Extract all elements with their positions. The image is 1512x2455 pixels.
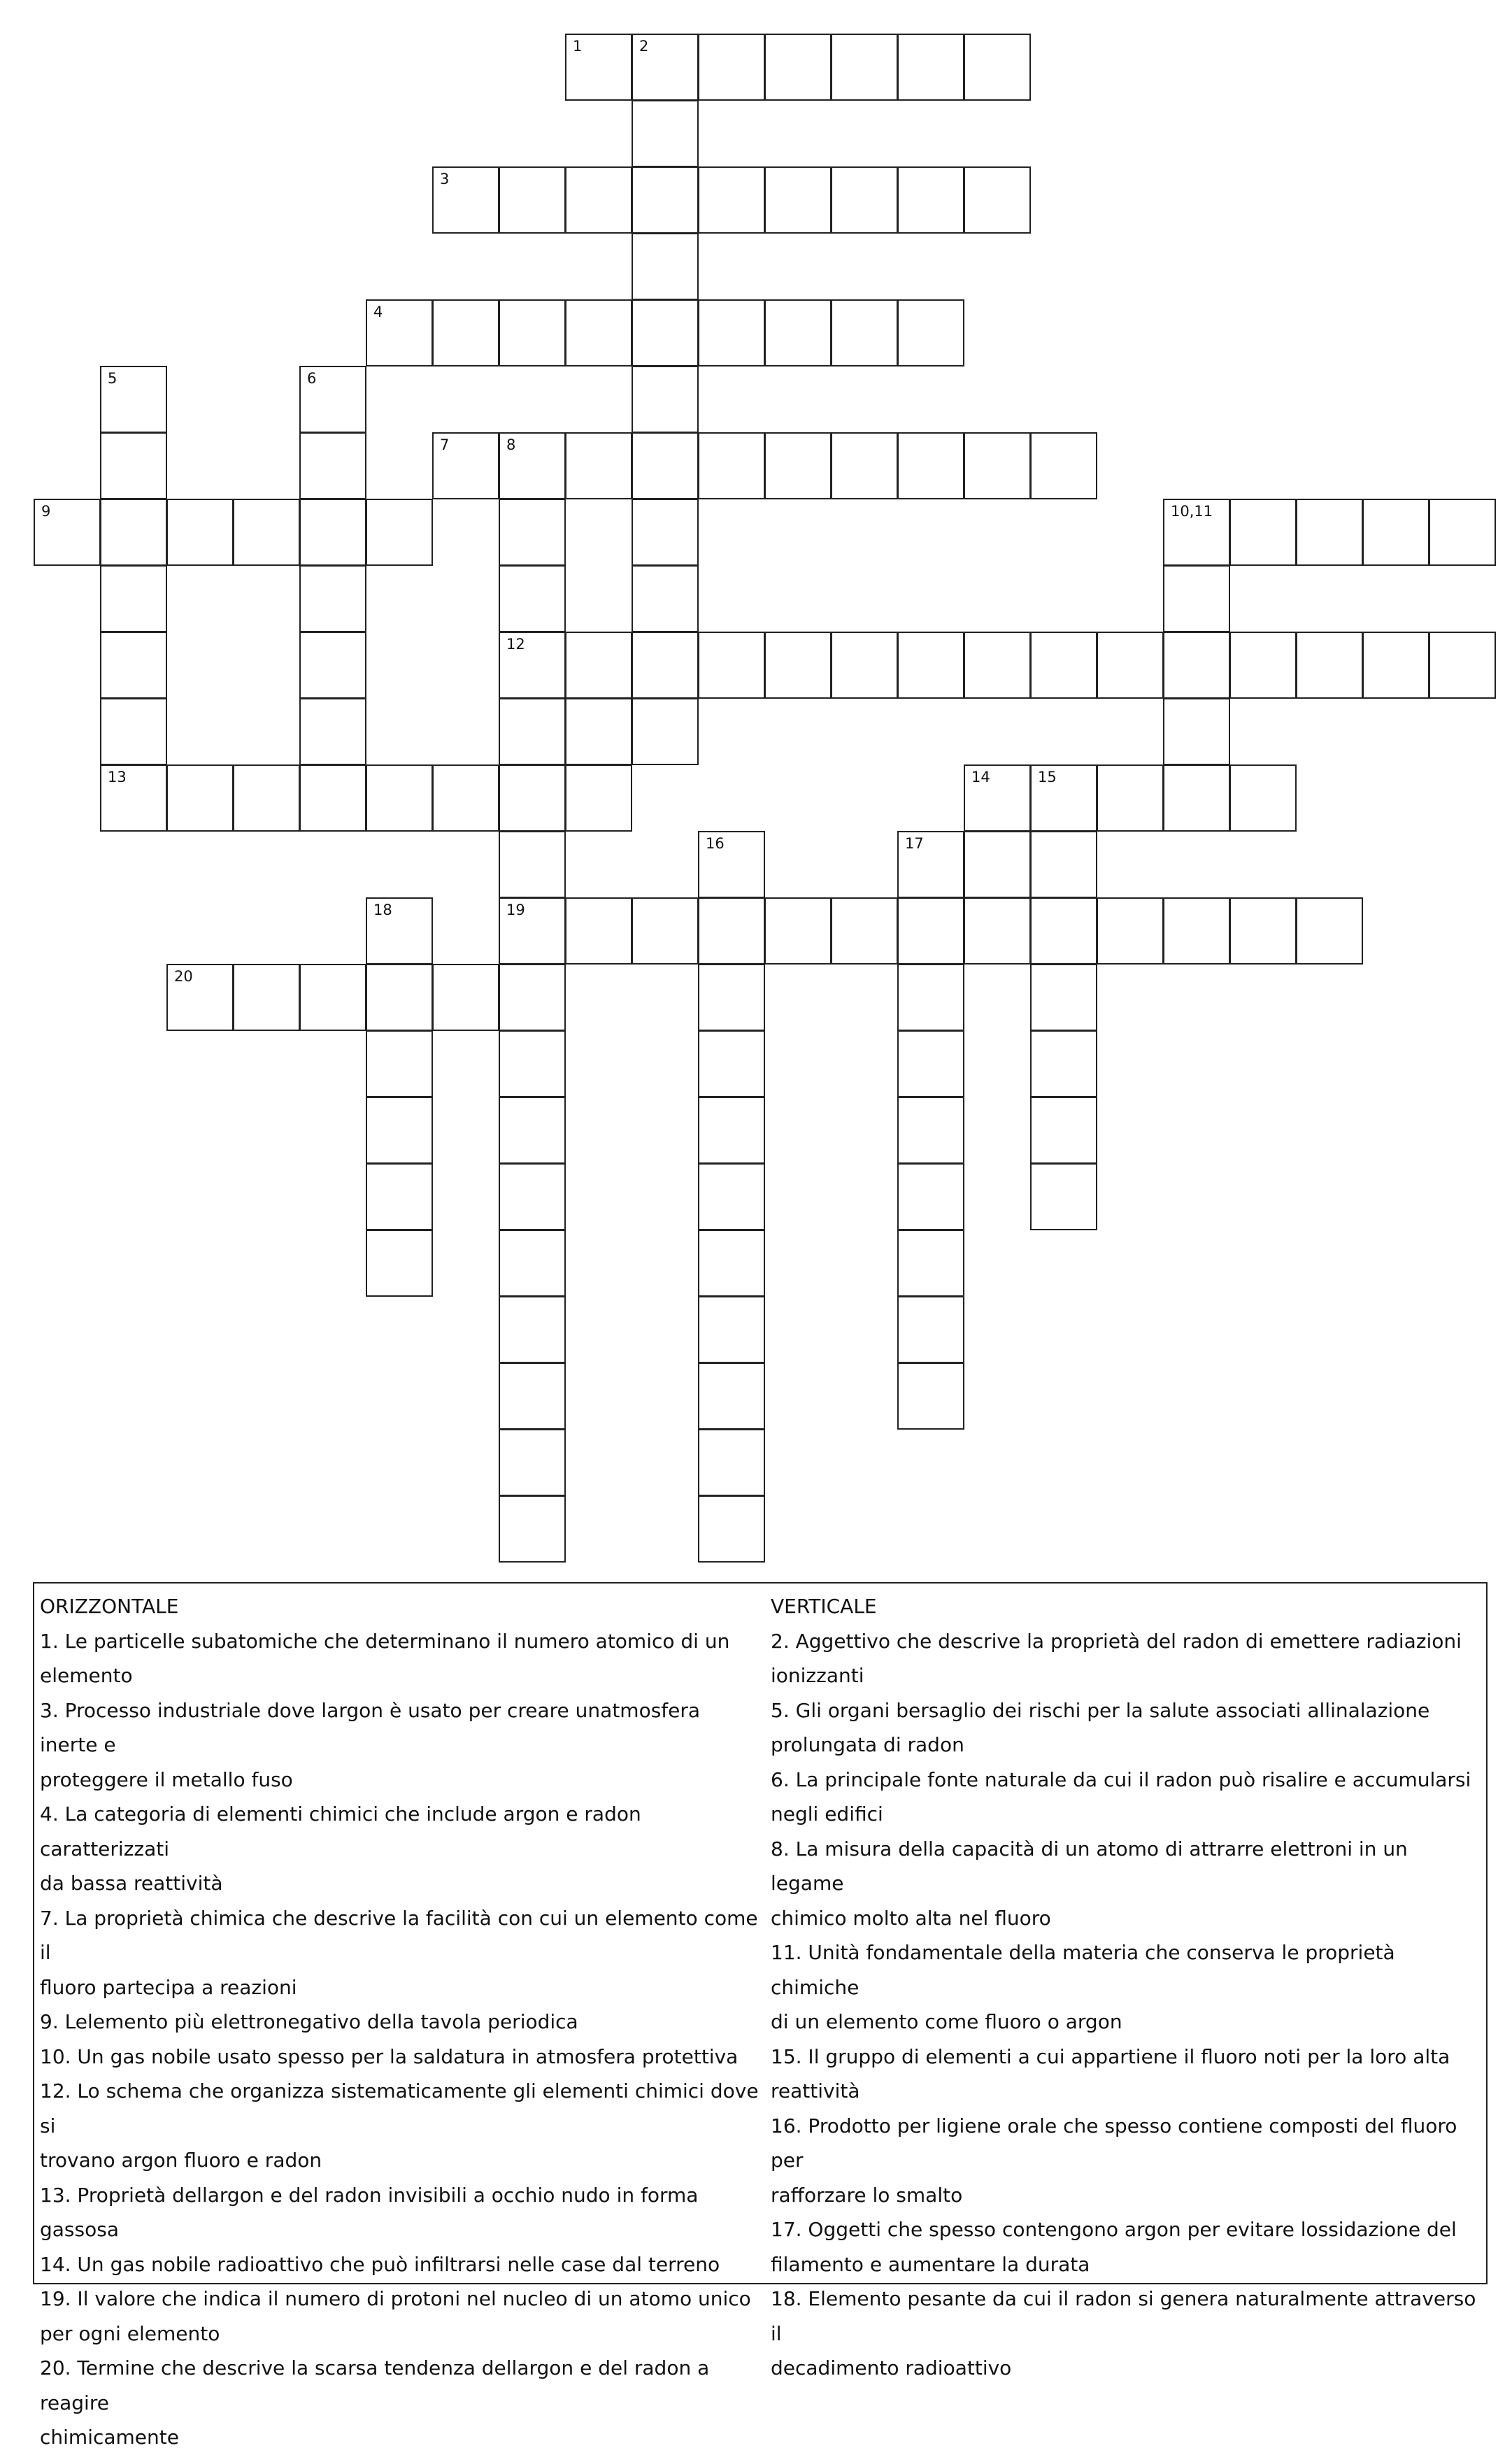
across-clue-line: 3. Processo industriale dove largon è usato per creare unatmosfera inerte e [40,1698,701,1756]
clue-number: 9 [41,503,51,520]
grid-cell[interactable] [698,632,765,699]
grid-cell[interactable] [366,964,433,1031]
grid-cell[interactable] [831,166,898,234]
grid-cell[interactable] [499,897,566,965]
grid-cell[interactable] [1030,831,1097,898]
grid-cell[interactable] [432,432,499,499]
grid-cell[interactable] [831,632,898,699]
grid-cell[interactable] [831,897,898,965]
grid-cell[interactable] [632,100,699,167]
down-clue-line: prolungata di radon [771,1733,964,1756]
grid-cell[interactable] [632,499,699,566]
grid-cell[interactable] [366,1030,433,1097]
grid-cell[interactable] [632,166,699,234]
grid-cell[interactable] [366,897,433,965]
grid-cell[interactable] [831,299,898,367]
down-clue-line: filamento e aumentare la durata [771,2252,1090,2276]
grid-cell[interactable] [698,831,765,898]
grid-cell[interactable] [499,565,566,632]
down-clues [771,1589,1484,2386]
across-clue-line: 12. Lo schema che organizza sistematicamente gli elementi chimici dove si [40,2079,759,2137]
grid-cell[interactable] [299,499,366,566]
clue-number: 13 [108,769,127,785]
clue-number: 17 [905,835,924,852]
down-clue-line: 5. Gli organi bersaglio dei rischi per la salute associati allinalazione [771,1698,1430,1722]
grid-cell[interactable] [366,299,433,367]
grid-cell[interactable] [698,166,765,234]
across-clue-line: 20. Termine che descrive la scarsa tendenza dellargon e del radon a reagire [40,2356,710,2414]
down-clue-line: 15. Il gruppo di elementi a cui appartiene il fluoro noti per la loro alta [771,2044,1450,2068]
grid-cell[interactable] [499,1495,566,1563]
grid-cell[interactable] [698,1097,765,1164]
grid-cell[interactable] [698,432,765,499]
grid-cell[interactable] [299,764,366,832]
grid-cell[interactable] [897,831,964,898]
grid-cell[interactable] [1362,499,1429,566]
down-clue-line: reattività [771,2079,860,2102]
grid-cell[interactable] [366,1097,433,1164]
grid-cell[interactable] [299,964,366,1031]
grid-cell[interactable] [499,499,566,566]
across-clue-line: da bassa reattività [40,1872,223,1895]
across-clue-line: 19. Il valore che indica il numero di protoni nel nucleo di un atomo unico [40,2287,751,2310]
grid-cell[interactable] [698,1163,765,1230]
clue-number: 14 [971,769,990,785]
grid-cell[interactable] [499,432,566,499]
grid-cell[interactable] [299,698,366,765]
grid-cell[interactable] [964,166,1031,234]
grid-cell[interactable] [432,764,499,832]
grid-cell[interactable] [499,1230,566,1297]
grid-cell[interactable] [299,632,366,699]
clue-number: 15 [1038,769,1057,785]
grid-cell[interactable] [565,764,632,832]
clue-number: 19 [506,902,525,918]
grid-cell[interactable] [233,764,300,832]
across-clue-line: 1. Le particelle subatomiche che determinano il numero atomico di un [40,1629,730,1653]
grid-cell[interactable] [499,1163,566,1230]
grid-cell[interactable] [764,299,832,367]
grid-cell[interactable] [499,764,566,832]
across-clue-line: fluoro partecipa a reazioni [40,1975,297,1999]
grid-cell[interactable] [632,698,699,765]
grid-cell[interactable] [233,499,300,566]
grid-cell[interactable] [1097,764,1164,832]
grid-cell[interactable] [166,499,234,566]
grid-cell[interactable] [632,34,699,101]
clue-number: 18 [373,902,392,918]
grid-cell[interactable] [897,1030,964,1097]
grid-cell[interactable] [698,1230,765,1297]
grid-cell[interactable] [632,366,699,433]
grid-cell[interactable] [499,166,566,234]
across-clue-line: 9. Lelemento più elettronegativo della tavola periodica [40,2010,578,2033]
grid-cell[interactable] [897,964,964,1031]
clue-number: 1 [573,38,583,55]
grid-cell[interactable] [299,565,366,632]
grid-cell[interactable] [698,1495,765,1563]
grid-cell[interactable] [565,166,632,234]
down-heading: VERTICALE [771,1595,877,1618]
grid-cell[interactable] [1229,764,1297,832]
grid-cell[interactable] [764,432,832,499]
clue-number: 12 [506,636,525,653]
across-clue-line: 13. Proprietà dellargon e del radon invisibili a occhio nudo in forma gassosa [40,2183,699,2241]
grid-cell[interactable] [897,1163,964,1230]
grid-cell[interactable] [499,1030,566,1097]
down-clue-line: ionizzanti [771,1664,864,1687]
down-clue-line: 16. Prodotto per ligiene orale che spesso contiene composti del fluoro per [771,2114,1457,2172]
grid-cell[interactable] [964,34,1031,101]
across-clue-line: 4. La categoria di elementi chimici che include argon e radon caratterizzati [40,1802,641,1860]
down-clue-line: chimico molto alta nel fluoro [771,1906,1051,1930]
grid-cell[interactable] [1030,897,1097,965]
grid-cell[interactable] [632,233,699,300]
grid-cell[interactable] [100,366,167,433]
clue-number: 8 [506,436,516,453]
grid-cell[interactable] [698,34,765,101]
grid-cell[interactable] [100,432,167,499]
grid-cell[interactable] [565,432,632,499]
across-clue-line: trovano argon fluoro e radon [40,2149,322,2172]
grid-cell[interactable] [100,565,167,632]
clues-box [33,1582,1488,2449]
grid-cell[interactable] [897,1362,964,1430]
grid-cell[interactable] [964,632,1031,699]
grid-cell[interactable] [764,632,832,699]
grid-cell[interactable] [964,432,1031,499]
grid-cell[interactable] [831,34,898,101]
grid-cell[interactable] [698,1296,765,1363]
grid-cell[interactable] [632,565,699,632]
grid-cell[interactable] [100,698,167,765]
across-clue-line: elemento [40,1664,133,1687]
down-clue-line: 18. Elemento pesante da cui il radon si genera naturalmente attraverso il [771,2287,1476,2345]
clue-number: 16 [706,835,725,852]
grid-cell[interactable] [1163,632,1230,699]
across-clue-list [40,1624,760,2455]
grid-cell[interactable] [299,366,366,433]
grid-cell[interactable] [499,698,566,765]
grid-cell[interactable] [1229,632,1297,699]
grid-cell[interactable] [698,897,765,965]
grid-cell[interactable] [499,1429,566,1496]
grid-cell[interactable] [100,764,167,832]
down-clue-line: decadimento radioattivo [771,2356,1012,2379]
grid-cell[interactable] [366,764,433,832]
grid-cell[interactable] [1030,632,1097,699]
grid-cell[interactable] [632,299,699,367]
grid-cell[interactable] [698,299,765,367]
grid-cell[interactable] [1429,632,1496,699]
across-clues [40,1589,760,2455]
across-clue-line: chimicamente [40,2426,179,2449]
grid-cell[interactable] [897,632,964,699]
grid-cell[interactable] [764,897,832,965]
grid-cell[interactable] [1163,499,1230,566]
grid-cell[interactable] [1296,499,1363,566]
grid-cell[interactable] [632,432,699,499]
down-clue-line: 6. La principale fonte naturale da cui il radon può risalire e accumularsi [771,1767,1471,1791]
grid-cell[interactable] [432,166,499,234]
grid-cell[interactable] [632,897,699,965]
grid-cell[interactable] [432,299,499,367]
grid-cell[interactable] [964,897,1031,965]
grid-cell[interactable] [565,34,632,101]
grid-cell[interactable] [166,764,234,832]
grid-cell[interactable] [698,1429,765,1496]
grid-cell[interactable] [499,299,566,367]
grid-cell[interactable] [1429,499,1496,566]
grid-cell[interactable] [100,499,167,566]
across-heading: ORIZZONTALE [40,1595,179,1618]
across-clue-line: 14. Un gas nobile radioattivo che può infiltrarsi nelle case dal terreno [40,2252,720,2276]
grid-cell[interactable] [764,34,832,101]
grid-cell[interactable] [698,1030,765,1097]
down-clue-line: rafforzare lo smalto [771,2183,963,2207]
grid-cell[interactable] [1163,764,1230,832]
grid-cell[interactable] [1030,1030,1097,1097]
across-clue-line: 10. Un gas nobile usato spesso per la saldatura in atmosfera protettiva [40,2044,739,2068]
grid-cell[interactable] [1163,698,1230,765]
down-clue-list [771,1624,1484,2386]
grid-cell[interactable] [100,632,167,699]
clue-number: 6 [307,370,317,387]
across-clue-line: 7. La proprietà chimica che descrive la facilità con cui un elemento come il [40,1906,758,1964]
grid-cell[interactable] [1229,499,1297,566]
clue-number: 3 [440,171,450,187]
grid-cell[interactable] [1163,897,1230,965]
grid-cell[interactable] [764,166,832,234]
grid-cell[interactable] [499,1296,566,1363]
clue-number: 7 [440,436,450,453]
grid-cell[interactable] [565,632,632,699]
grid-cell[interactable] [1296,897,1363,965]
grid-cell[interactable] [831,432,898,499]
grid-cell[interactable] [897,432,964,499]
down-clue-line: 17. Oggetti che spesso contengono argon per evitare lossidazione del [771,2218,1457,2241]
clue-number: 10,11 [1171,503,1213,520]
across-clue-line: proteggere il metallo fuso [40,1767,293,1791]
grid-cell[interactable] [1097,897,1164,965]
grid-cell[interactable] [499,632,566,699]
grid-cell[interactable] [499,1097,566,1164]
grid-cell[interactable] [1030,1097,1097,1164]
grid-cell[interactable] [1030,964,1097,1031]
grid-cell[interactable] [366,1230,433,1297]
grid-cell[interactable] [964,764,1031,832]
grid-cell[interactable] [1030,1163,1097,1230]
grid-cell[interactable] [1296,632,1363,699]
grid-cell[interactable] [1097,632,1164,699]
down-clue-line: negli edifici [771,1802,883,1826]
grid-cell[interactable] [1030,432,1097,499]
grid-cell[interactable] [366,1163,433,1230]
clue-number: 2 [639,38,649,55]
grid-cell[interactable] [432,964,499,1031]
grid-cell[interactable] [499,831,566,898]
grid-cell[interactable] [698,964,765,1031]
down-clue-line: 11. Unità fondamentale della materia che conserva le proprietà chimiche [771,1941,1395,1999]
clue-number: 5 [108,370,117,387]
grid-cell[interactable] [897,1097,964,1164]
grid-cell[interactable] [897,1230,964,1297]
grid-cell[interactable] [499,964,566,1031]
grid-cell[interactable] [897,897,964,965]
grid-cell[interactable] [964,831,1031,898]
clue-number: 20 [174,968,193,985]
grid-cell[interactable] [1229,897,1297,965]
grid-cell[interactable] [897,299,964,367]
across-clue-line: per ogni elemento [40,2321,220,2345]
grid-cell[interactable] [1030,764,1097,832]
grid-cell[interactable] [166,964,234,1031]
down-clue-line: 2. Aggettivo che descrive la proprietà del radon di emettere radiazioni [771,1629,1462,1653]
grid-cell[interactable] [233,964,300,1031]
grid-cell[interactable] [565,897,632,965]
grid-cell[interactable] [698,1362,765,1430]
clue-number: 4 [373,304,383,320]
grid-cell[interactable] [897,1296,964,1363]
down-clue-line: 8. La misura della capacità di un atomo di attrarre elettroni in un legame [771,1837,1408,1895]
grid-cell[interactable] [565,299,632,367]
grid-cell[interactable] [1163,565,1230,632]
grid-cell[interactable] [897,34,964,101]
grid-cell[interactable] [897,166,964,234]
grid-cell[interactable] [299,432,366,499]
grid-cell[interactable] [499,1362,566,1430]
grid-cell[interactable] [34,499,101,566]
grid-cell[interactable] [1362,632,1429,699]
down-clue-line: di un elemento come fluoro o argon [771,2010,1122,2033]
grid-cell[interactable] [366,499,433,566]
grid-cell[interactable] [565,698,632,765]
grid-cell[interactable] [632,632,699,699]
